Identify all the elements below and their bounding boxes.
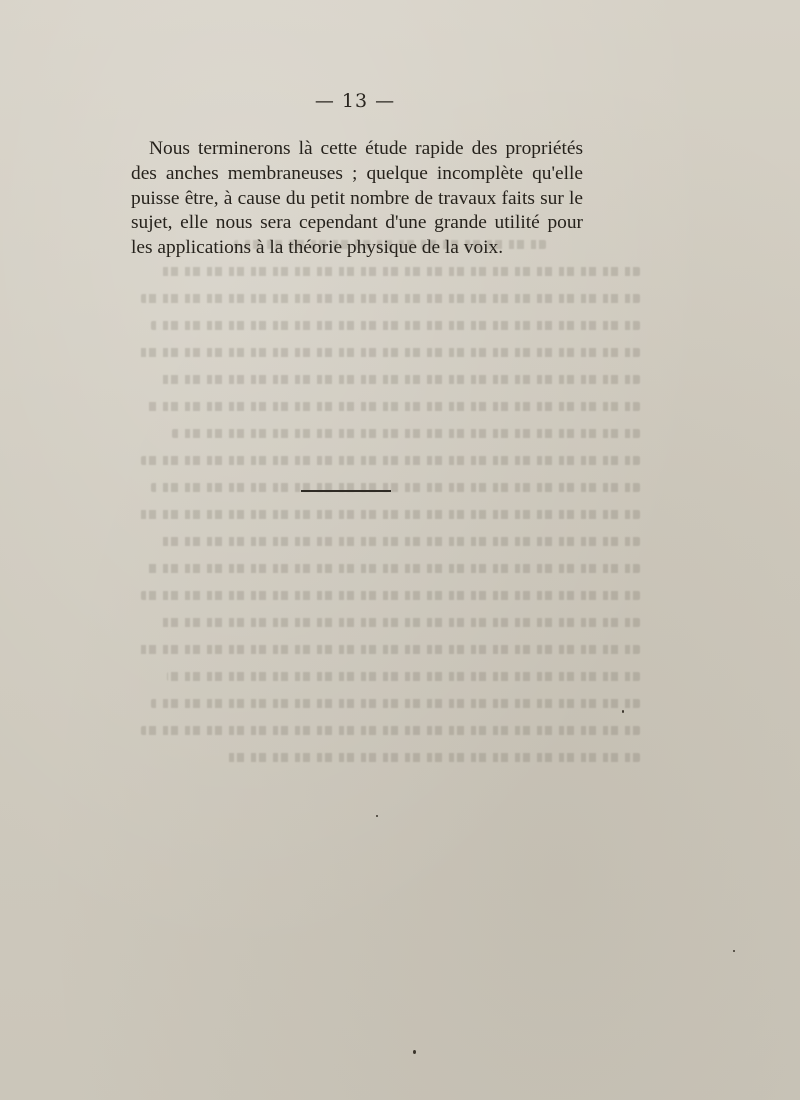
page-number: — 13 —: [314, 90, 396, 112]
body-paragraph: Nous terminerons là cette étude rapide des propriétés des anches membraneuses ; quelque incomplète qu'elle puisse être, à cause du petit nombre de travaux faits sur le sujet, elle nous sera cependant d'une grande utilité pour les applications à la théorie physique de la voix.: [131, 138, 583, 258]
paper-speck: [376, 815, 378, 817]
paper-speck: [622, 710, 624, 713]
section-rule: [301, 490, 391, 492]
paper-speck: [413, 1050, 416, 1054]
bleed-through-texture: [120, 240, 640, 840]
paper-speck: [733, 950, 735, 952]
